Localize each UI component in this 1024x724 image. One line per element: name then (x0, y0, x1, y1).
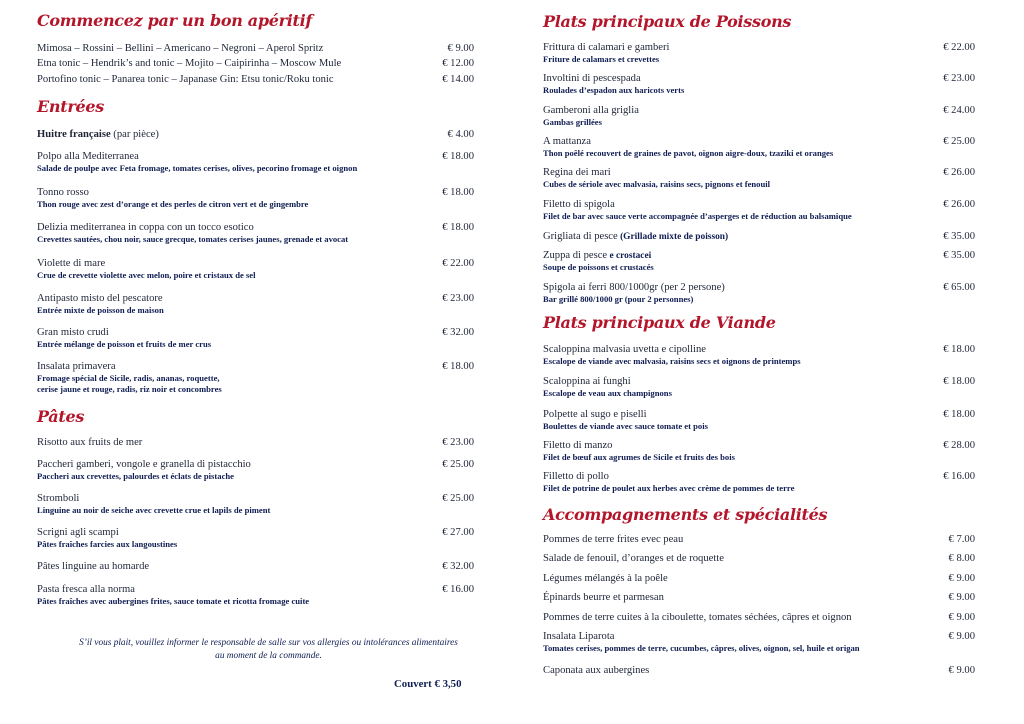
menu-item (543, 611, 975, 624)
item-name: Caponata aux aubergines (543, 665, 650, 676)
item-price: € 65.00 (943, 282, 975, 293)
menu-item (37, 292, 477, 316)
item-name: Stromboli (37, 493, 80, 504)
item-description: Boulettes de viande avec sauce tomate et pois (543, 421, 708, 431)
section-title-aperitif: Commencez par un bon apéritif (37, 11, 313, 30)
item-price: € 24.00 (943, 105, 975, 116)
item-name: Gamberoni alla griglia (543, 105, 639, 116)
menu-item (543, 135, 975, 159)
item-description: Friture de calamars et crevettes (543, 54, 660, 64)
menu-item (37, 257, 477, 281)
item-price: € 22.00 (943, 42, 975, 53)
item-name: Pasta fresca alla norma (37, 584, 135, 595)
item-description: Thon rouge avec zest d’orange et des perles de citron vert et de gingembre (37, 199, 309, 209)
menu-item (37, 458, 477, 482)
item-price: € 26.00 (943, 167, 975, 178)
item-description: Entrée mélange de poisson et fruits de mer crus (37, 339, 212, 349)
section-title-accompagnements: Accompagnements et spécialités (543, 505, 828, 524)
menu-item (37, 150, 477, 174)
menu-item (543, 343, 975, 367)
item-description: Filet de bar avec sauce verte accompagnée d’asperges et de réduction au balsamique (543, 211, 852, 221)
item-description: Crevettes sautées, chou noir, sauce grecque, tomates cerises jaunes, grenade et avocat (37, 234, 349, 244)
item-description: Filet de potrine de poulet aux herbes avec crème de pommes de terre (543, 483, 795, 493)
item-name: Antipasto misto del pescatore (37, 293, 163, 304)
item-name: Salade de fenouil, d’oranges et de roquette (543, 553, 724, 564)
menu-item (543, 408, 975, 432)
menu-item (37, 73, 477, 86)
allergy-notice (37, 637, 500, 663)
item-name: Etna tonic – Hendrik’s and tonic – Mojito – Caipirinha – Moscow Mule (37, 58, 342, 69)
item-price: € 18.00 (943, 409, 975, 420)
item-name: Portofino tonic – Panarea tonic – Japanase Gin: Etsu tonic/Roku tonic (37, 74, 334, 85)
item-description: Cubes de sériole avec malvasia, raisins secs, pignons et fenouil (543, 179, 771, 189)
item-name: Regina dei mari (543, 167, 611, 178)
menu-item (543, 104, 975, 128)
item-name-tail: (Grillade mixte de poisson) (617, 232, 729, 242)
item-name-main: Spigola ai ferri 800/1000gr (543, 282, 659, 293)
item-name (543, 230, 975, 243)
menu-item (37, 186, 477, 210)
item-description: Soupe de poissons et crustacés (543, 262, 654, 272)
item-price: € 9.00 (948, 612, 975, 623)
item-price: € 32.00 (442, 561, 474, 572)
item-description: Bar grillé 800/1000 gr (pour 2 personnes) (543, 294, 694, 304)
item-name-main: Grigliata di pesce (543, 231, 618, 242)
item-name: Pommes de terre cuites à la ciboulette, tomates séchées, câpres et oignon (543, 612, 852, 623)
item-description: Crue de crevette violette avec melon, poire et cristaux de sel (37, 270, 256, 280)
item-price: € 12.00 (442, 58, 474, 69)
item-price: € 28.00 (943, 440, 975, 451)
menu-item (37, 128, 477, 141)
item-name: Filetto di manzo (543, 440, 613, 451)
allergy-notice-line2: au moment de la commande. (215, 651, 322, 661)
item-price: € 14.00 (442, 74, 474, 85)
item-price: € 32.00 (442, 327, 474, 338)
item-name-bold: Huitre française (37, 129, 111, 140)
allergy-notice-line1: S’il vous plait, vouillez informer le responsable de salle sur vos allergies ou intolérances alimentaires (79, 638, 458, 648)
item-price: € 18.00 (943, 344, 975, 355)
menu-item (543, 41, 975, 65)
item-description: Entrée mixte de poisson de maison (37, 305, 164, 315)
item-price: € 18.00 (442, 151, 474, 162)
menu-item (543, 375, 975, 399)
menu-item (37, 560, 477, 573)
item-description: Pâtes fraîches farcies aux langoustines (37, 539, 178, 549)
item-price: € 16.00 (442, 584, 474, 595)
item-name: Insalata primavera (37, 361, 116, 372)
item-name: Frittura di calamari e gamberi (543, 42, 670, 53)
section-title-poissons: Plats principaux de Poissons (543, 12, 792, 31)
item-name-tail: (per 2 persone) (658, 282, 725, 293)
item-name: Mimosa – Rossini – Bellini – Americano – Negroni – Aperol Spritz (37, 43, 324, 54)
item-price: € 23.00 (442, 437, 474, 448)
item-price: € 23.00 (442, 293, 474, 304)
menu-item (543, 533, 975, 546)
item-description: Linguine au noir de seiche avec crevette crue et lapils de piment (37, 505, 271, 515)
item-description: Fromage spécial de Sicile, radis, ananas, roquette, (37, 373, 220, 383)
item-name (543, 281, 975, 294)
item-description: Paccheri aux crevettes, palourdes et éclats de pistache (37, 471, 234, 481)
item-price: € 18.00 (943, 376, 975, 387)
item-price: € 9.00 (948, 573, 975, 584)
item-price: € 25.00 (442, 459, 474, 470)
section-title-entrees: Entrées (37, 97, 104, 116)
item-price: € 9.00 (948, 631, 975, 642)
item-price: € 7.00 (948, 534, 975, 545)
menu-item (37, 221, 477, 245)
menu-item (37, 42, 477, 55)
item-name: Tonno rosso (37, 187, 89, 198)
item-name: Légumes mélangés à la poêle (543, 573, 668, 584)
menu-item (543, 198, 975, 222)
item-name: Risotto aux fruits de mer (37, 437, 143, 448)
item-price: € 35.00 (943, 250, 975, 261)
menu-item (37, 526, 477, 550)
item-name: A mattanza (543, 136, 591, 147)
item-price: € 18.00 (442, 361, 474, 372)
item-name: Filetto di spigola (543, 199, 615, 210)
menu-item (543, 439, 975, 463)
item-price: € 27.00 (442, 527, 474, 538)
item-name: Scaloppina malvasia uvetta e cipolline (543, 344, 706, 355)
menu-item (543, 591, 975, 604)
item-name-main: Zuppa di pesce (543, 250, 608, 261)
menu-item (543, 630, 975, 654)
item-price: € 9.00 (948, 665, 975, 676)
menu-item (543, 572, 975, 585)
item-price: € 35.00 (943, 231, 975, 242)
item-name: Delizia mediterranea in coppa con un tocco esotico (37, 222, 254, 233)
section-title-viande: Plats principaux de Viande (543, 313, 776, 332)
item-name: Violette di mare (37, 258, 106, 269)
menu-item (37, 583, 477, 607)
item-price: € 8.00 (948, 553, 975, 564)
menu-item (37, 326, 477, 350)
item-name: Paccheri gamberi, vongole e granella di pistacchio (37, 459, 251, 470)
menu-item (543, 552, 975, 565)
item-name: Pâtes linguine au homarde (37, 561, 150, 572)
menu-item (37, 492, 477, 516)
item-name: Gran misto crudi (37, 327, 109, 338)
item-name-rest: (par pièce) (110, 129, 159, 140)
item-price: € 23.00 (943, 73, 975, 84)
menu-item (37, 360, 477, 395)
item-description: Roulades d’espadon aux haricots verts (543, 85, 685, 95)
menu-item (543, 281, 975, 305)
menu-item (543, 166, 975, 190)
item-price: € 18.00 (442, 187, 474, 198)
item-price: € 26.00 (943, 199, 975, 210)
item-description: Tomates cerises, pommes de terre, cucumbes, câpres, olives, oignon, sel, huile et origan (543, 643, 860, 653)
item-price: € 25.00 (442, 493, 474, 504)
menu-item (543, 470, 975, 494)
item-description: Filet de bœuf aux agrumes de Sicile et fruits des bois (543, 452, 735, 462)
item-description: Escalope de viande avec malvasia, raisins secs et oignons de printemps (543, 356, 801, 366)
section-title-pates: Pâtes (37, 407, 85, 426)
item-name: Filletto di pollo (543, 471, 609, 482)
menu-item (37, 57, 477, 70)
item-name: Polpette al sugo e piselli (543, 409, 647, 420)
item-description: Salade de poulpe avec Feta fromage, tomates cerises, olives, pecorino fromage et oignon (37, 163, 358, 173)
item-name-tail: e crostacei (607, 251, 652, 261)
item-price: € 22.00 (442, 258, 474, 269)
item-name (543, 249, 975, 262)
item-description: Gambas grillées (543, 117, 602, 127)
menu-item (543, 664, 975, 677)
menu-item (37, 436, 477, 449)
item-description: Pâtes fraîches avec aubergines frites, sauce tomate et ricotta fromage cuite (37, 596, 310, 606)
item-description-line2: cerise jaune et rouge, radis, riz noir et concombres (37, 384, 222, 394)
menu-item (543, 230, 975, 243)
item-name: Épinards beurre et parmesan (543, 592, 664, 603)
item-price: € 9.00 (948, 592, 975, 603)
menu-item (543, 72, 975, 96)
item-price: € 16.00 (943, 471, 975, 482)
item-price: € 25.00 (943, 136, 975, 147)
item-description: Thon poêlé recouvert de graines de pavot, oignon aigre-doux, tzaziki et oranges (543, 148, 834, 158)
item-name: Involtini di pescespada (543, 73, 641, 84)
item-name: Polpo alla Mediterranea (37, 151, 139, 162)
item-name: Scrigni agli scampi (37, 527, 119, 538)
item-price: € 18.00 (442, 222, 474, 233)
item-description: Escalope de veau aux champignons (543, 388, 672, 398)
item-price: € 4.00 (447, 129, 474, 140)
couvert-price: Couvert € 3,50 (394, 678, 462, 690)
item-name: Scaloppina ai funghi (543, 376, 631, 387)
item-name: Pommes de terre frites evec peau (543, 534, 684, 545)
item-price: € 9.00 (447, 43, 474, 54)
item-name: Insalata Liparota (543, 631, 615, 642)
item-name (37, 128, 477, 141)
menu-item (543, 249, 975, 273)
